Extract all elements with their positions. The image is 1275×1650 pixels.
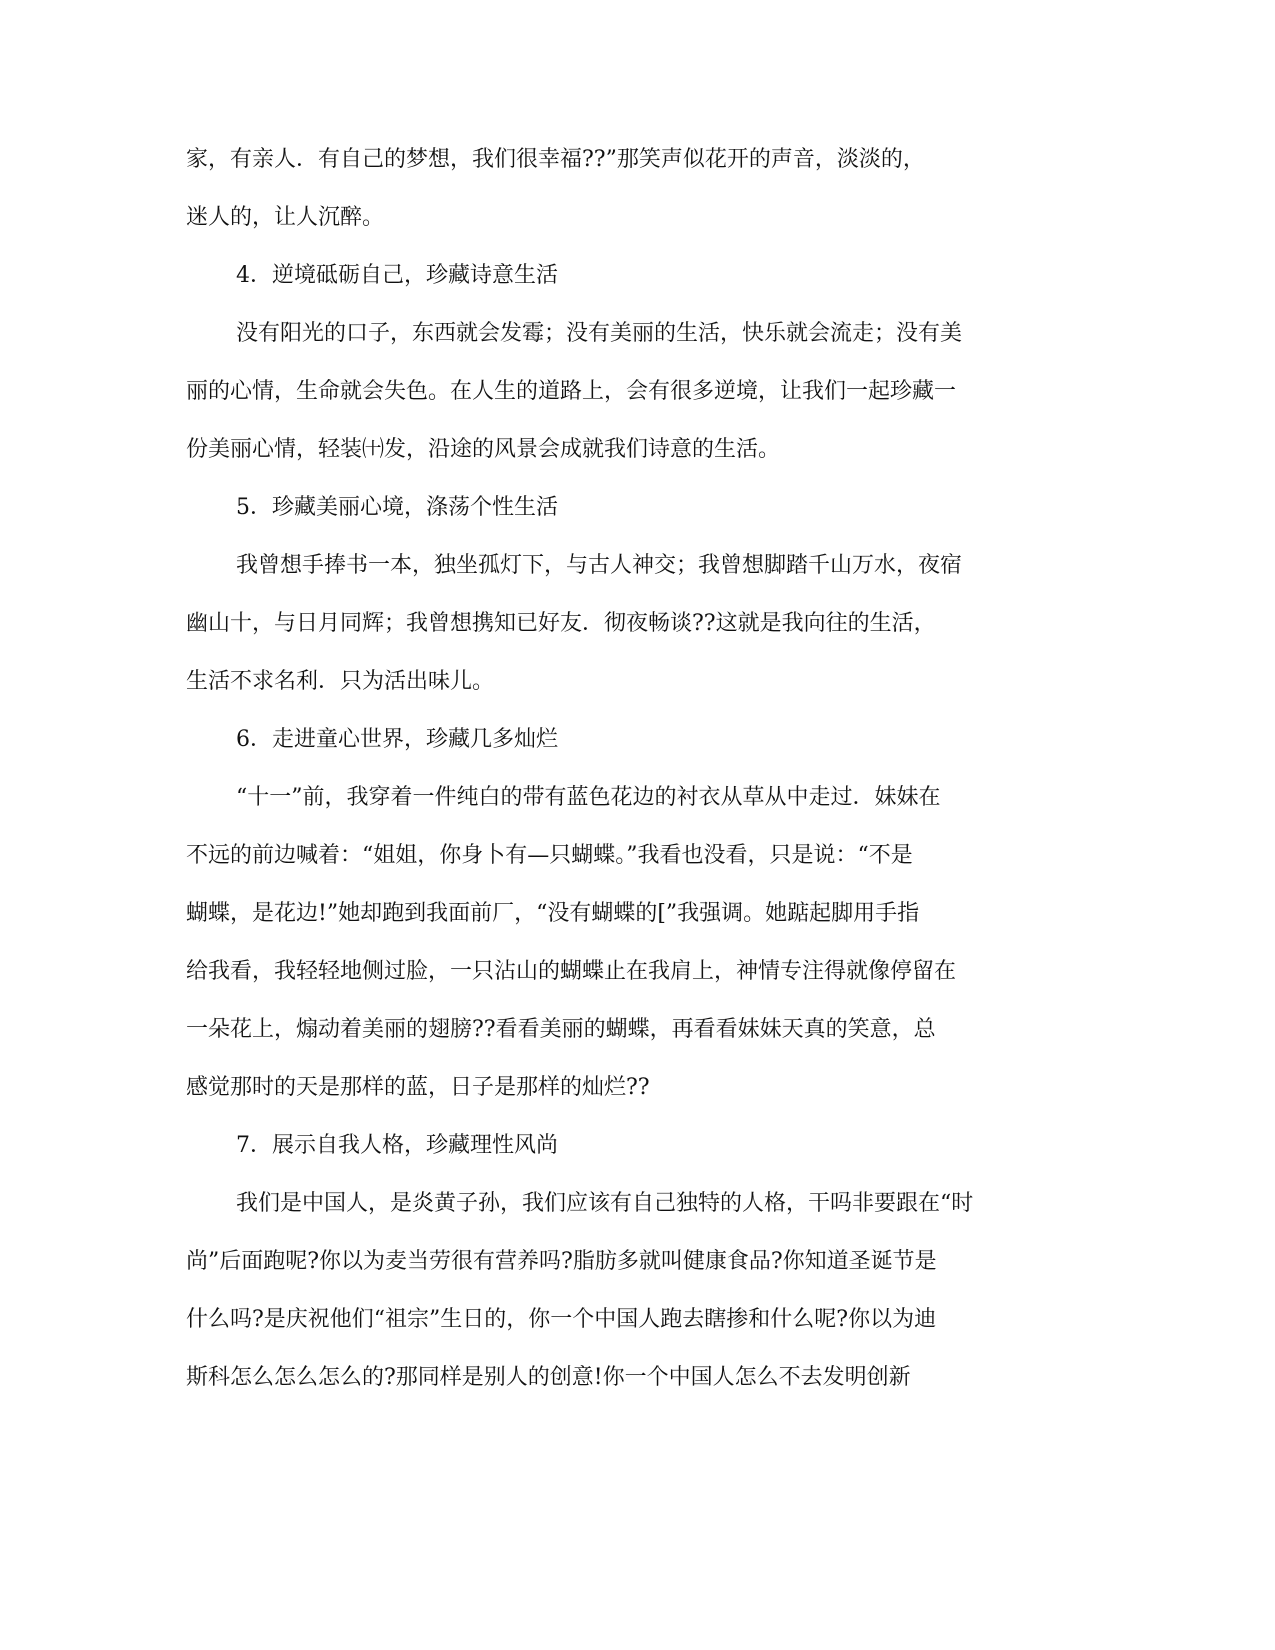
text-line: 感觉那时的天是那样的蓝，日子是那样的灿烂??	[186, 1075, 650, 1100]
text-line: “十一”前，我穿着一件纯白的带有蓝色花边的衬衣从草从中走过．妹妹在	[236, 785, 941, 810]
section-heading: 4．逆境砥砺自己，珍藏诗意生活	[236, 263, 558, 288]
text-line: 生活不求名利．只为活出味儿。	[186, 669, 495, 694]
text-line: 尚”后面跑呢?你以为麦当劳很有营养吗?脂肪多就叫健康食品?你知道圣诞节是	[186, 1249, 937, 1274]
text-line: 迷人的，让人沉醉。	[186, 205, 385, 230]
section-heading: 5．珍藏美丽心境，涤荡个性生活	[236, 495, 558, 520]
section-heading: 7．展示自我人格，珍藏理性风尚	[236, 1133, 558, 1158]
text-line: 蝴蝶，是花边!”她却跑到我面前厂，“没有蝴蝶的[”我强调。她踮起脚用手指	[186, 901, 920, 926]
text-line: 份美丽心情，轻装㈩发，沿途的风景会成就我们诗意的生活。	[186, 437, 781, 462]
text-line: 幽山十，与日月同辉；我曾想携知已好友．彻夜畅谈??这就是我向往的生活，	[186, 611, 936, 636]
text-line: 我们是中国人，是炎黄子孙，我们应该有自己独特的人格，干吗非要跟在“时	[236, 1191, 974, 1216]
text-line: 不远的前边喊着：“姐姐，你身卜有—只蝴蝶。”我看也没看，只是说：“不是	[186, 843, 913, 868]
text-line: 我曾想手捧书一本，独坐孤灯下，与古人神交；我曾想脚踏千山万水，夜宿	[236, 553, 963, 578]
text-line: 没有阳光的口子，东西就会发霉；没有美丽的生活，快乐就会流走；没有美	[236, 321, 963, 346]
text-line: 丽的心情，生命就会失色。在人生的道路上，会有很多逆境，让我们一起珍藏一	[186, 379, 957, 404]
text-line: 家，有亲人．有自己的梦想，我们很幸福??”那笑声似花开的声音，淡淡的，	[186, 147, 925, 172]
section-heading: 6．走进童心世界，珍藏几多灿烂	[236, 727, 558, 752]
text-line: 什么吗?是庆祝他们“祖宗”生日的，你一个中国人跑去瞎掺和什么呢?你以为迪	[186, 1307, 937, 1332]
text-line: 斯科怎么怎么怎么的?那同样是别人的创意!你一个中国人怎么不去发明创新	[186, 1365, 911, 1390]
text-line: 给我看，我轻轻地侧过脸，一只沾山的蝴蝶止在我肩上，神情专注得就像停留在	[186, 959, 957, 984]
text-line: 一朵花上，煽动着美丽的翅膀??看看美丽的蝴蝶，再看看妹妹天真的笑意，总	[186, 1017, 936, 1042]
